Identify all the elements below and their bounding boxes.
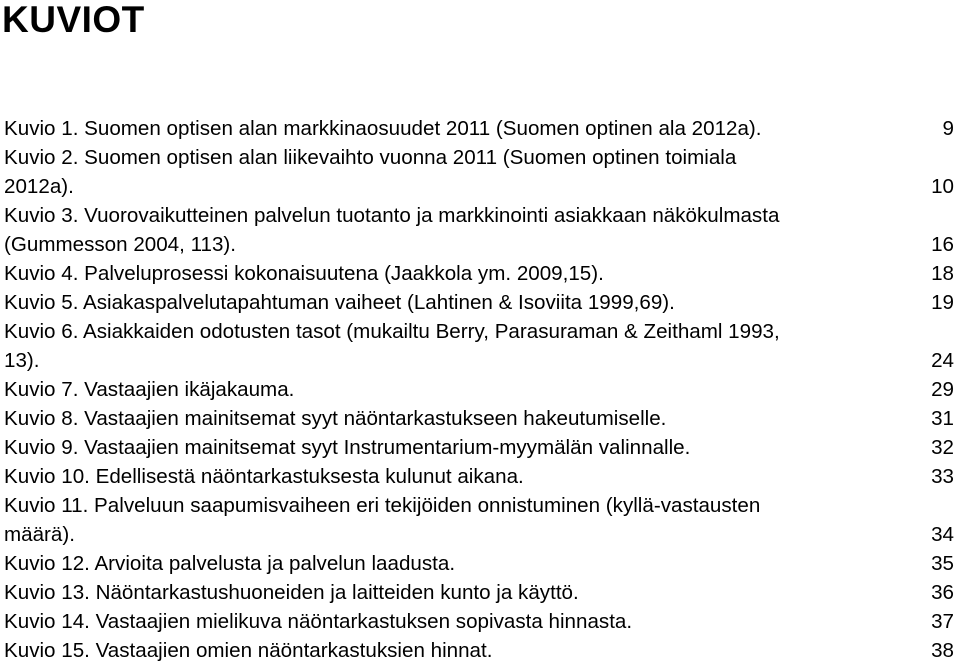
figure-caption-continued: 2012a).	[4, 175, 74, 198]
list-item-kuvio-14[interactable]	[4, 607, 954, 636]
list-item-kuvio-3[interactable]	[4, 201, 954, 259]
figure-list	[4, 114, 954, 665]
figure-caption-continued: 13).	[4, 349, 40, 372]
figure-caption: Kuvio 13. Näöntarkastushuoneiden ja laitteiden kunto ja käyttö.	[4, 581, 579, 604]
figure-caption-continued: (Gummesson 2004, 113).	[4, 233, 236, 256]
page-number: 38	[931, 639, 954, 662]
page-number: 33	[931, 465, 954, 488]
figure-caption: Kuvio 14. Vastaajien mielikuva näöntarkastuksen sopivasta hinnasta.	[4, 610, 633, 633]
figure-caption: Kuvio 15. Vastaajien omien näöntarkastuksien hinnat.	[4, 639, 493, 662]
page-number: 10	[931, 175, 954, 198]
list-item-kuvio-1[interactable]	[4, 114, 954, 143]
figure-caption: Kuvio 5. Asiakaspalvelutapahtuman vaiheet (Lahtinen & Isoviita 1999,69).	[4, 291, 675, 314]
page-number: 35	[931, 552, 954, 575]
figure-caption: Kuvio 9. Vastaajien mainitsemat syyt Instrumentarium-myymälän valinnalle.	[4, 436, 691, 459]
list-item-kuvio-2[interactable]	[4, 143, 954, 201]
page-number: 9	[942, 117, 954, 140]
page-title: KUVIOT	[2, 0, 145, 40]
page-number: 29	[931, 378, 954, 401]
figure-caption-continued: määrä).	[4, 523, 75, 546]
page-number: 31	[931, 407, 954, 430]
list-item-kuvio-8[interactable]	[4, 404, 954, 433]
page-number: 16	[931, 233, 954, 256]
figure-caption: Kuvio 1. Suomen optisen alan markkinaosuudet 2011 (Suomen optinen ala 2012a).	[4, 117, 762, 140]
page-number: 19	[931, 291, 954, 314]
list-item-kuvio-13[interactable]	[4, 578, 954, 607]
page-number: 18	[931, 262, 954, 285]
list-item-kuvio-9[interactable]	[4, 433, 954, 462]
figure-caption: Kuvio 10. Edellisestä näöntarkastuksesta kulunut aikana.	[4, 465, 524, 488]
list-item-kuvio-4[interactable]	[4, 259, 954, 288]
figure-caption: Kuvio 11. Palveluun saapumisvaiheen eri tekijöiden onnistuminen (kyllä-vastausten	[4, 494, 761, 517]
page-number: 37	[931, 610, 954, 633]
list-item-kuvio-6[interactable]	[4, 317, 954, 375]
list-item-kuvio-5[interactable]	[4, 288, 954, 317]
list-item-kuvio-7[interactable]	[4, 375, 954, 404]
list-item-kuvio-12[interactable]	[4, 549, 954, 578]
list-item-kuvio-11[interactable]	[4, 491, 954, 549]
figure-caption: Kuvio 2. Suomen optisen alan liikevaihto vuonna 2011 (Suomen optinen toimiala	[4, 146, 737, 169]
figure-caption: Kuvio 8. Vastaajien mainitsemat syyt näöntarkastukseen hakeutumiselle.	[4, 407, 667, 430]
list-item-kuvio-15[interactable]	[4, 636, 954, 665]
figure-caption: Kuvio 4. Palveluprosessi kokonaisuutena (Jaakkola ym. 2009,15).	[4, 262, 604, 285]
figure-caption: Kuvio 3. Vuorovaikutteinen palvelun tuotanto ja markkinointi asiakkaan näkökulmasta	[4, 204, 780, 227]
figure-caption: Kuvio 6. Asiakkaiden odotusten tasot (mukailtu Berry, Parasuraman & Zeithaml 1993,	[4, 320, 780, 343]
figure-caption: Kuvio 12. Arvioita palvelusta ja palvelun laadusta.	[4, 552, 456, 575]
page-number: 24	[931, 349, 954, 372]
page-number: 32	[931, 436, 954, 459]
list-item-kuvio-10[interactable]	[4, 462, 954, 491]
page-number: 36	[931, 581, 954, 604]
page-number: 34	[931, 523, 954, 546]
figure-caption: Kuvio 7. Vastaajien ikäjakauma.	[4, 378, 295, 401]
